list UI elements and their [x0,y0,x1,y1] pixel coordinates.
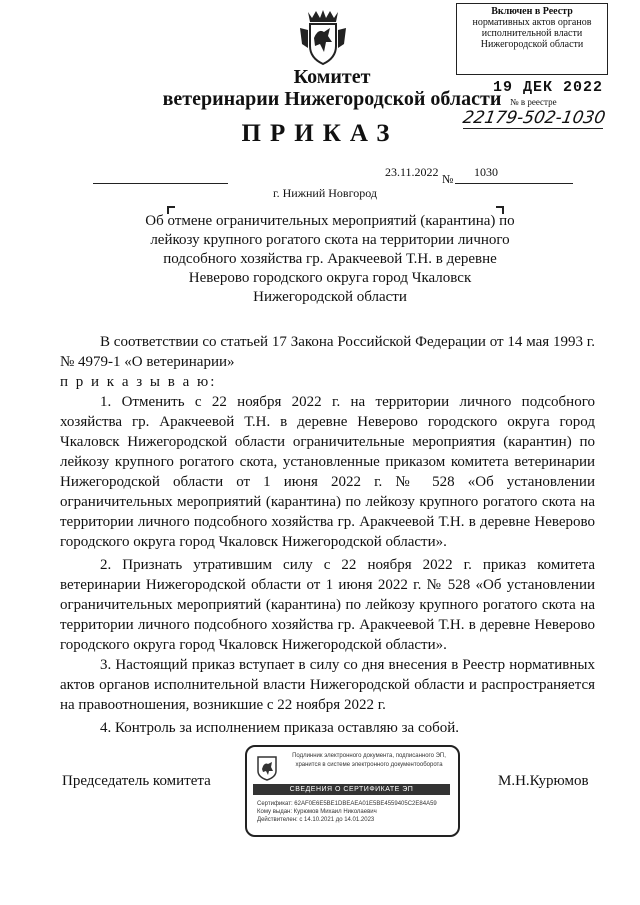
stamp-line: Нижегородской области [480,39,584,50]
signer-name: М.Н.Курюмов [498,773,589,789]
org-name-line2: ветеринарии Нижегородской области [162,88,502,110]
stamp-line: исполнительной власти [481,28,583,39]
order-item: 3. Настоящий приказ вступает в силу со дня внесения в Реестр нормативных актов органов исполнительной власти Нижегородской области и распространяется на правоотношения, возникшие с 22 ноября 2022 г. [60,657,595,713]
stamp-underline [463,128,603,129]
city: г. Нижний Новгород [273,186,377,200]
coat-of-arms-icon [256,755,278,781]
order-item: 2. Признать утратившим силу с 22 ноября 2022 г. приказ комитета ветеринарии Нижегородской области от 1 июня 2022 г. № 528 «Об установлении ограничительных мероприятий (карантина) по лейкозу крупного рогатого скота на территории личного подсобного хозяйства гр. Аракчеевой Т.Н. в деревне Неверово городского округа город Чкаловск Нижегородской области». [60,557,595,653]
document-title: ПРИКАЗ [241,120,399,147]
esign-certificate: Сертификат: 62AF0E6E5BE1DBEAEA01E5BE4559405C2E84A59 [257,801,437,807]
number-underline [455,183,573,184]
order-date: 23.11.2022 [385,165,439,179]
order-word: п р и к а з ы в а ю: [60,374,217,390]
esign-owner: Кому выдан: Курюмов Михаил Николаевич [257,809,377,815]
org-name-line1: Комитет [293,66,371,88]
coat-of-arms-icon [298,8,348,68]
signer-position: Председатель комитета [62,773,211,789]
registry-stamp [456,3,608,75]
preamble: В соответствии со статьей 17 Закона Российской Федерации от 14 мая 1993 г. № 4979-1 «О ветеринарии» [60,334,595,370]
esign-validity: Действителен: с 14.10.2021 до 14.01.2023 [257,817,375,823]
stamp-date: 19 ДЕК 2022 [493,79,604,96]
stamp-line: нормативных актов органов [472,17,592,28]
esign-band: СВЕДЕНИЯ О СЕРТИФИКАТЕ ЭП [253,784,450,795]
number-sign: № [442,172,454,186]
order-number: 1030 [474,165,498,179]
stamp-registry-number: 22179-502-1030 [461,108,607,128]
esign-notice: Подлинник электронного документа, подписанного ЭП, хранится в системе электронного документооборота [292,753,446,768]
order-subject: Об отмене ограничительных мероприятий (карантина) по лейкозу крупного рогатого скота на территории личного подсобного хозяйства гр. Аракчеевой Т.Н. в деревне Неверово городского округа город Чкаловск Нижегородской области [145,213,515,305]
date-blank-line [93,183,228,184]
order-item: 4. Контроль за исполнением приказа оставляю за собой. [100,720,460,736]
stamp-line: Включен в Реестр [491,6,573,17]
order-item: 1. Отменить с 22 ноября 2022 г. на территории личного подсобного хозяйства гр. Аракчеевой Т.Н. в деревне Неверово городского округа город Чкаловск Нижегородской области ограничительные мероприятия (карантин) по лейкозу крупного рогатого скота, установленные приказом комитета ветеринарии Нижегородской области от 1 июня 2022 г. № 528 «Об установлении ограничительных мероприятий (карантина) по лейкозу крупного рогатого скота на территории личного подсобного хозяйства гр. Аракчеевой Т.Н. в деревне Неверово городского округа город Чкаловск Нижегородской области». [60,394,595,550]
electronic-signature-stamp [245,745,460,837]
stamp-registry-label: № в реестре [510,97,557,107]
